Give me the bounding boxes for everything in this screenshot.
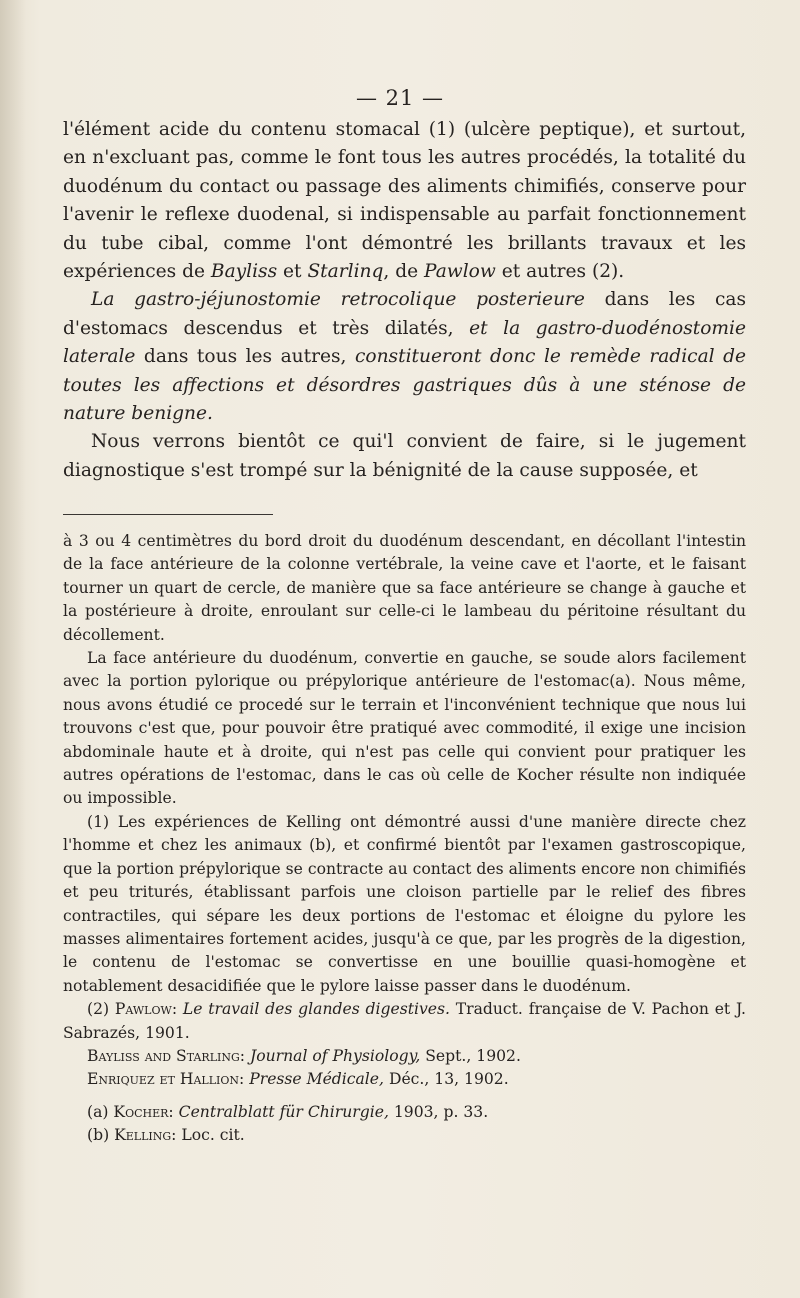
paragraph-2: La gastro-jéjunostomie retrocolique posterieure dans les cas d'estomacs descendus et très dilatés, et la gastro-duodénostomie laterale dans tous les autres, constitueront donc le remède radical de toutes les affections et désordres gastriques dûs à une sténose de nature benigne. bbox=[63, 289, 747, 425]
footnote-a: (a) Kocher: Centralblatt für Chirurgie, 1903, p. 33. bbox=[87, 1102, 489, 1121]
page-number: — 21 — bbox=[355, 86, 445, 110]
name-pawlow: Pawlow bbox=[424, 261, 496, 283]
paragraph-1: l'élément acide du contenu stomacal (1) (ulcère peptique), et surtout, en n'excluant pas, comme le font tous les autres procédés, la totalité du duodénum du contact ou passage des aliments chimifiés, conserve pour l'avenir le reflexe duodenal, si indispensable au parfait fonctionnement du tube cibal, comme l'ont démontré les brillants travaux et les expériences de Bayliss et Starlinq, de Pawlow et autres (2). bbox=[63, 119, 746, 283]
footnote-2: (2) Pawlow: Le travail des glandes digestives. Traduct. française de V. Pachon et J. Sabrazés, 1901. bbox=[63, 1000, 746, 1042]
footnotes bbox=[63, 530, 746, 1148]
note-paragraph: La face antérieure du duodénum, convertie en gauche, se soude alors facilement avec la portion pylorique ou prépylorique antérieure de l'estomac(a). Nous même, nous avons étudié ce procedé sur le terrain et l'inconvénient technique que nous lui trouvons c'est que, pour pouvoir être pratiqué avec commodité, il exige une incision abdominale haute et à droite, qui n'est pas celle qui convient pour pratiquer les autres opérations de l'estomac, dans le cas où celle de Kocher résulte non indiquée ou impossible. bbox=[63, 649, 746, 808]
footnote-separator bbox=[63, 514, 273, 515]
page-edge-stain bbox=[0, 0, 26, 1298]
name-starling: Starlinq bbox=[307, 261, 384, 283]
footnote-b: (b) Kelling: Loc. cit. bbox=[87, 1126, 245, 1145]
paragraph-3: Nous verrons bientôt ce qui'l convient de faire, si le jugement diagnostique s'est trompé sur la bénignité de la cause supposée, et bbox=[63, 431, 746, 481]
main-text bbox=[63, 116, 746, 485]
note-continuation: à 3 ou 4 centimètres du bord droit du duodénum descendant, en décollant l'intestin de la face antérieure de la colonne vertébrale, la veine cave et l'aorte, et le faisant tourner un quart de cercle, de manière que sa face antérieure se change à gauche et la postérieure à droite, enroulant sur celle-ci le lambeau du péritoine résultant du décollement. bbox=[63, 532, 746, 644]
reference-bayliss: Bayliss and Starling: Journal of Physiology, Sept., 1902. bbox=[87, 1046, 521, 1065]
reference-enriquez: Enriquez et Hallion: Presse Médicale, Déc., 13, 1902. bbox=[87, 1070, 509, 1089]
footnote-1: (1) Les expériences de Kelling ont démontré aussi d'une manière directe chez l'homme et chez les animaux (b), et confirmé bientôt par l'examen gastroscopique, que la portion prépylorique se contracte au contact des aliments encore non chimifiés et peu triturés, établissant parfois une cloison partielle par le relief des fibres contractiles, qui sépare les deux portions de l'estomac et éloigne du pylore les masses alimentaires fortement acides, jusqu'à ce que, par les progrès de la digestion, le contenu de l'estomac se convertisse en une bouillie quasi-homogène et notablement desacidifiée que le pylore laisse passer dans le duodénum. bbox=[63, 812, 746, 995]
name-bayliss: Bayliss bbox=[210, 261, 278, 283]
